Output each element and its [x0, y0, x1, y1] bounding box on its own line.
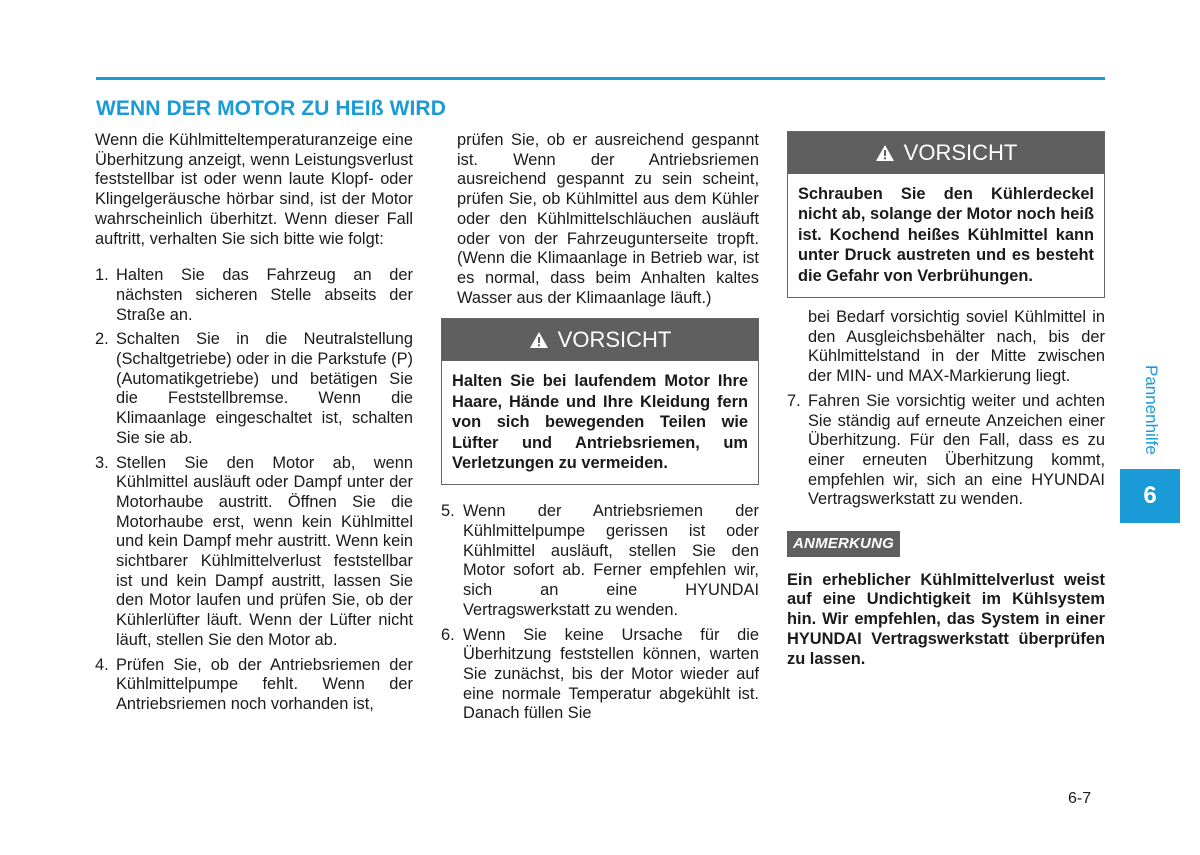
step-text: Wenn der Antriebsriemen der Kühlmittelpumpe gerissen ist oder Kühlmittel ausläuft, stellen Sie den Motor sofort ab. Ferner empfehlen wir, sich an eine HYUNDAI Vertragswerkstatt zu wenden. — [463, 502, 759, 619]
step-4-continuation: prüfen Sie, ob er ausreichend gespannt ist. Wenn der Antriebsriemen ausreichend gespannt zu sein scheint, prüfen Sie, ob Kühlmittel aus dem Kühler oder den Kühlmittelschläuchen ausläuft oder von der Fahrzeugunterseite tropft. (Wenn die Klimaanlage in Betrieb war, ist es normal, dass beim Anhalten kaltes Wasser aus der Klimaanlage läuft.) — [457, 131, 759, 307]
column-3 — [787, 131, 1105, 669]
step-text: Wenn Sie keine Ursache für die Überhitzung feststellen können, warten Sie zunächst, bis der Motor wieder auf eine normale Temperatur abgekühlt ist. Danach füllen Sie — [463, 625, 759, 723]
step-6-continuation: bei Bedarf vorsichtig soviel Kühlmittel in den Ausgleichsbehälter nach, bis der Kühlmittelstand in der Mitte zwischen der MIN- und MAX-Markierung liegt. — [808, 308, 1105, 386]
caution-title: VORSICHT — [903, 140, 1018, 166]
step-number: 3. — [95, 453, 109, 472]
step-number: 4. — [95, 655, 109, 674]
step-text: Halten Sie das Fahrzeug an der nächsten sicheren Stelle abseits der Straße an. — [116, 266, 413, 324]
caution-header — [442, 319, 758, 361]
step-number: 2. — [95, 330, 109, 349]
intro-paragraph: Wenn die Kühlmitteltemperaturanzeige eine Überhitzung anzeigt, wenn Leistungsverlust feststellbar ist oder wenn laute Klopf- oder Klingelgeräusche hörbar sind, ist der Motor wahrscheinlich überhitzt. Wenn dieser Fall auftritt, verhalten Sie sich bitte wie folgt: — [95, 131, 413, 248]
step-6 — [441, 626, 759, 725]
step-text: Stellen Sie den Motor ab, wenn Kühlmittel ausläuft oder Dampf unter der Motorhaube austritt. Öffnen Sie die Motorhaube erst, wenn kein Kühlmittel und kein Dampf mehr austritt. Wenn kein sichtbarer Kühlmittelverlust feststellbar ist und kein Dampf austritt, lassen Sie den Motor laufen und prüfen Sie, ob der Kühlerlüfter läuft. Wenn der Lüfter nicht läuft, stellen Sie den Motor ab. — [116, 453, 413, 649]
step-number: 6. — [441, 625, 455, 644]
step-text: Fahren Sie vorsichtig weiter und achten Sie ständig auf erneute Anzeichen einer Überhitzung. Für den Fall, dass es zu einer erneuten Überhitzung kommt, empfehlen wir, sich an eine HYUNDAI Vertragswerkstatt zu wenden. — [808, 391, 1105, 509]
column-2 — [441, 131, 759, 729]
step-5 — [441, 502, 759, 620]
steps-list-2 — [441, 502, 759, 724]
section-heading: WENN DER MOTOR ZU HEIß WIRD — [96, 97, 446, 120]
caution-header — [788, 132, 1104, 174]
warning-triangle-icon — [875, 144, 895, 162]
top-rule — [96, 77, 1105, 80]
column-1 — [95, 131, 413, 720]
step-text: Schalten Sie in die Neutralstellung (Schaltgetriebe) oder in die Parkstufe (P) (Automatikgetriebe) und betätigen Sie die Feststellbremse. Wenn die Klimaanlage eingeschaltet ist, schalten Sie sie ab. — [116, 330, 413, 447]
warning-triangle-icon — [529, 331, 549, 349]
step-1 — [95, 266, 413, 325]
step-3 — [95, 454, 413, 651]
chapter-label: Pannenhilfe — [1142, 365, 1161, 455]
chapter-tab: 6 — [1120, 469, 1180, 523]
caution-box-radiator-cap — [787, 131, 1105, 298]
caution-box-engine-running — [441, 318, 759, 485]
step-2 — [95, 330, 413, 448]
caution-text: Halten Sie bei laufendem Motor Ihre Haare, Hände und Ihre Kleidung fern von sich bewegenden Teilen wie Lüfter und Antriebsriemen, um Verletzungen zu vermeiden. — [452, 372, 748, 472]
step-7 — [787, 392, 1105, 510]
note-text: Ein erheblicher Kühlmittelverlust weist auf eine Undichtigkeit im Kühlsystem hin. Wir empfehlen, das System in einer HYUNDAI Vertragswerkstatt überprüfen zu lassen. — [787, 570, 1105, 668]
caution-title: VORSICHT — [557, 327, 672, 353]
caution-text: Schrauben Sie den Kühlerdeckel nicht ab, solange der Motor noch heiß ist. Kochend heißes Kühlmittel kann unter Druck austreten und es besteht die Gefahr von Verbrühungen. — [798, 185, 1094, 285]
step-number: 7. — [787, 391, 801, 410]
step-number: 5. — [441, 502, 455, 521]
steps-list-1 — [95, 266, 413, 714]
step-number: 1. — [95, 266, 109, 285]
steps-list-3 — [787, 392, 1105, 510]
note-badge: ANMERKUNG — [787, 531, 900, 557]
page-number: 6-7 — [1068, 790, 1092, 807]
step-text: Prüfen Sie, ob der Antriebsriemen der Kühlmittelpumpe fehlt. Wenn der Antriebsriemen noch vorhanden ist, — [116, 655, 413, 713]
step-4 — [95, 656, 413, 715]
